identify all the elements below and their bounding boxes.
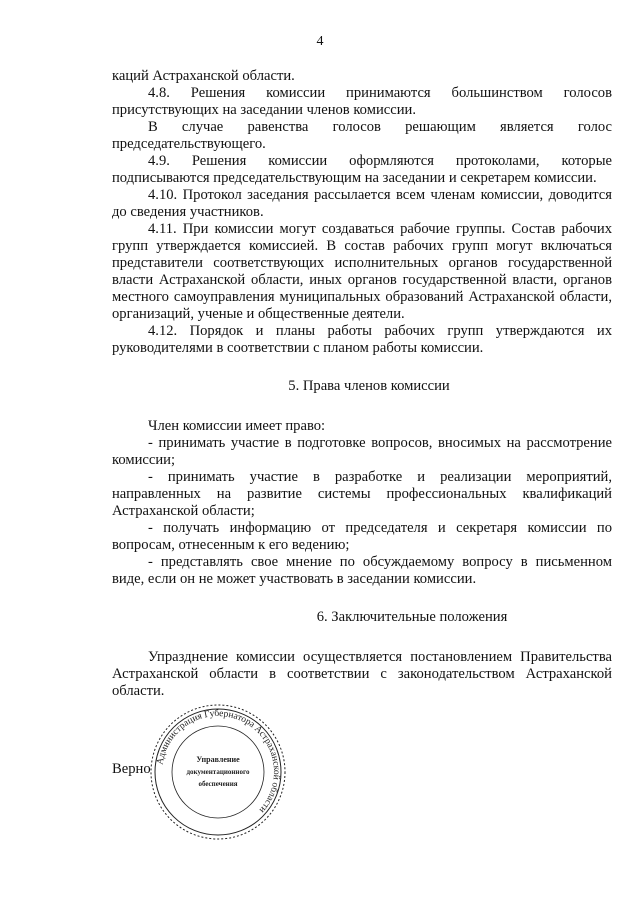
stamp-line-3: обеспечения xyxy=(198,780,238,788)
paragraph-4-10: 4.10. Протокол заседания рассылается всем членам комиссии, доводится до сведения участников. xyxy=(112,187,612,220)
paragraph-tie-vote: В случае равенства голосов решающим является голос председательствующего. xyxy=(112,119,612,152)
paragraph-4-9: 4.9. Решения комиссии оформляются протоколами, которые подписываются председательствующим на заседании и секретарем комиссии. xyxy=(112,153,612,186)
paragraph-4-11: 4.11. При комиссии могут создаваться рабочие группы. Состав рабочих групп утверждается комиссией. В состав рабочих групп могут включаться представители соответствующих исполнительных органов государственной власти Астраханской области, иных органов государственной власти, органов местного самоуправления муниципальных образований Астраханской области, организаций, ученые и общественные деятели. xyxy=(112,221,612,322)
rights-item: - получать информацию от председателя и секретаря комиссии по вопросам, отнесенным к его ведению; xyxy=(112,520,612,553)
paragraph-4-12: 4.12. Порядок и планы работы рабочих групп утверждаются их руководителями в соответствии с планом работы комиссии. xyxy=(112,323,612,356)
signature-block xyxy=(112,702,412,842)
stamp-line-1: Управление xyxy=(196,755,240,764)
rights-item: - принимать участие в разработке и реализации мероприятий, направленных на развитие системы профессиональных квалификаций Астраханской области; xyxy=(112,469,612,519)
stamp-line-2: документационного xyxy=(186,768,250,776)
official-stamp xyxy=(148,702,288,842)
rights-intro: Член комиссии имеет право: xyxy=(148,418,326,434)
rights-item: - принимать участие в подготовке вопросов, вносимых на рассмотрение комиссии; xyxy=(112,435,612,468)
section-6-title: 6. Заключительные положения xyxy=(316,609,508,625)
stamp-ring-text: Администрация Губернатора Астраханской области xyxy=(155,708,282,815)
page-number: 4 xyxy=(316,34,324,49)
rights-item: - представлять свое мнение по обсуждаемому вопросу в письменном виде, если он не может участвовать в заседании комиссии. xyxy=(112,554,612,587)
final-provisions-text: Упразднение комиссии осуществляется постановлением Правительства Астраханской области в соответствии с законодательством Астраханской области. xyxy=(112,649,612,699)
section-5-title: 5. Права членов комиссии xyxy=(288,378,450,394)
verno-label: Верно xyxy=(112,761,151,777)
paragraph-4-8: 4.8. Решения комиссии принимаются большинством голосов присутствующих на заседании членов комиссии. xyxy=(112,85,612,118)
paragraph-continuation: каций Астраханской области. xyxy=(112,68,295,84)
document-body xyxy=(112,68,612,700)
